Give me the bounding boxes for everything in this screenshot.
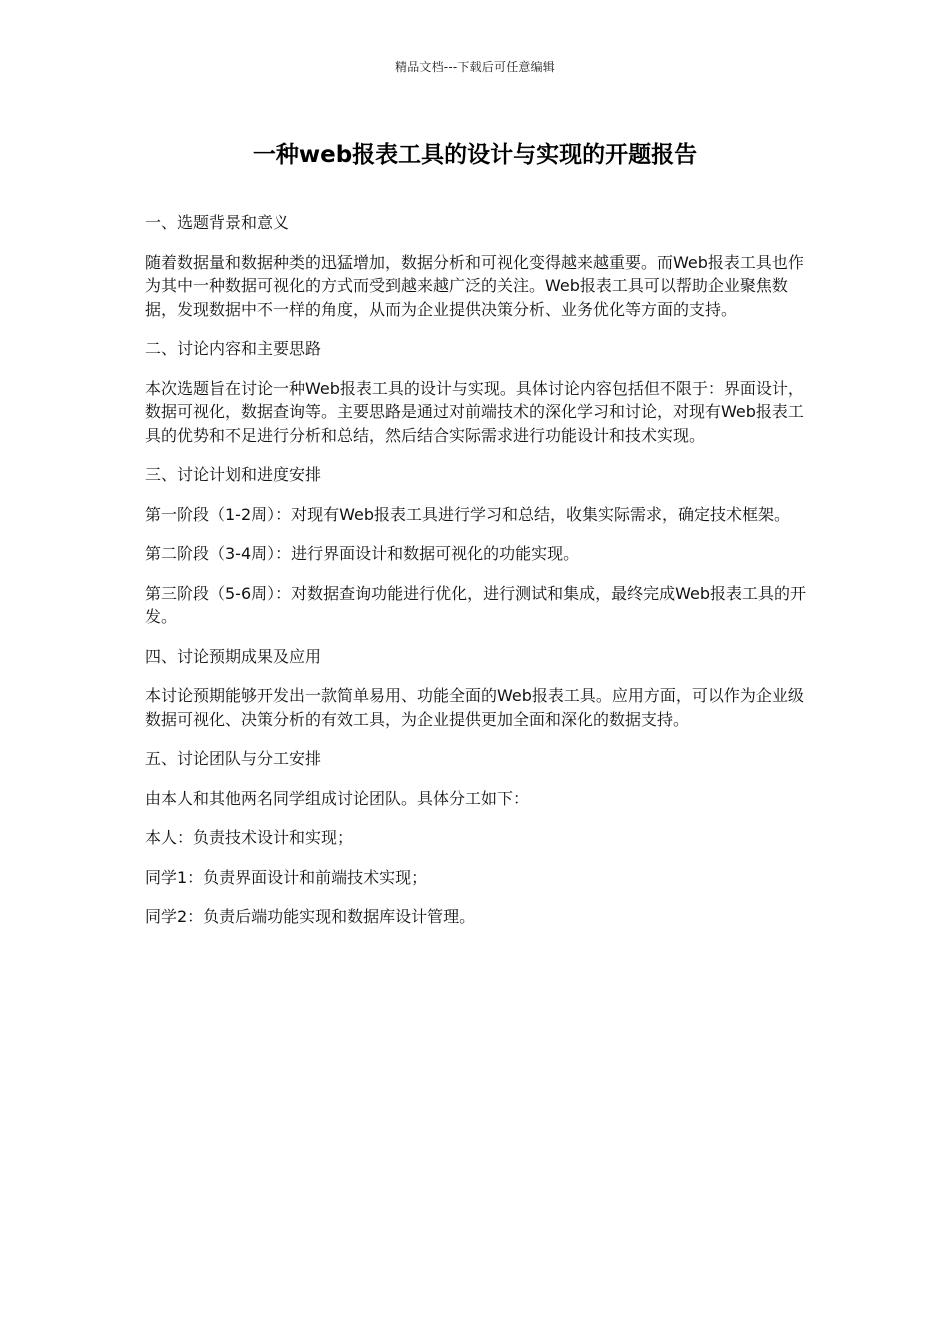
section-heading-team: 五、讨论团队与分工安排 (145, 749, 322, 768)
section-paragraph: 本讨论预期能够开发出一款简单易用、功能全面的Web报表工具。应用方面，可以作为企业级数据可视化、决策分析的有效工具，为企业提供更加全面和深化的数据支持。 (145, 686, 804, 729)
schedule-phase-3: 第三阶段（5-6周）：对数据查询功能进行优化，进行测试和集成，最终完成Web报表工具的开发。 (145, 583, 807, 626)
running-header: 精品文档---下载后可任意编辑 (395, 60, 555, 74)
schedule-phase-1: 第一阶段（1-2周）：对现有Web报表工具进行学习和总结，收集实际需求，确定技术框架。 (145, 504, 791, 524)
section-heading-outcomes: 四、讨论预期成果及应用 (145, 646, 322, 666)
document-body (145, 211, 807, 945)
team-intro: 由本人和其他两名同学组成讨论团队。具体分工如下： (145, 788, 530, 808)
team-member-2: 同学2：负责后端功能实现和数据库设计管理。 (145, 907, 476, 926)
section-heading-background: 一、选题背景和意义 (145, 213, 290, 232)
section-heading-schedule: 三、讨论计划和进度安排 (145, 465, 322, 484)
team-member-1: 同学1：负责界面设计和前端技术实现； (145, 867, 428, 887)
section-heading-content: 二、讨论内容和主要思路 (145, 339, 322, 358)
document-title: 一种web报表工具的设计与实现的开题报告 (252, 142, 698, 168)
team-member-self: 本人：负责技术设计和实现； (145, 828, 354, 847)
section-paragraph: 本次选题旨在讨论一种Web报表工具的设计与实现。具体讨论内容包括但不限于：界面设计，数据可视化，数据查询等。主要思路是通过对前端技术的深化学习和讨论，对现有Web报表工具的优势和不足进行分析和总结，然后结合实际需求进行功能设计和技术实现。 (145, 378, 804, 445)
schedule-phase-2: 第二阶段（3-4周）：进行界面设计和数据可视化的功能实现。 (145, 544, 580, 563)
section-paragraph: 随着数据量和数据种类的迅猛增加，数据分析和可视化变得越来越重要。而Web报表工具也作为其中一种数据可视化的方式而受到越来越广泛的关注。Web报表工具可以帮助企业聚焦数据，发现数据中不一样的角度，从而为企业提供决策分析、业务优化等方面的支持。 (145, 252, 804, 319)
